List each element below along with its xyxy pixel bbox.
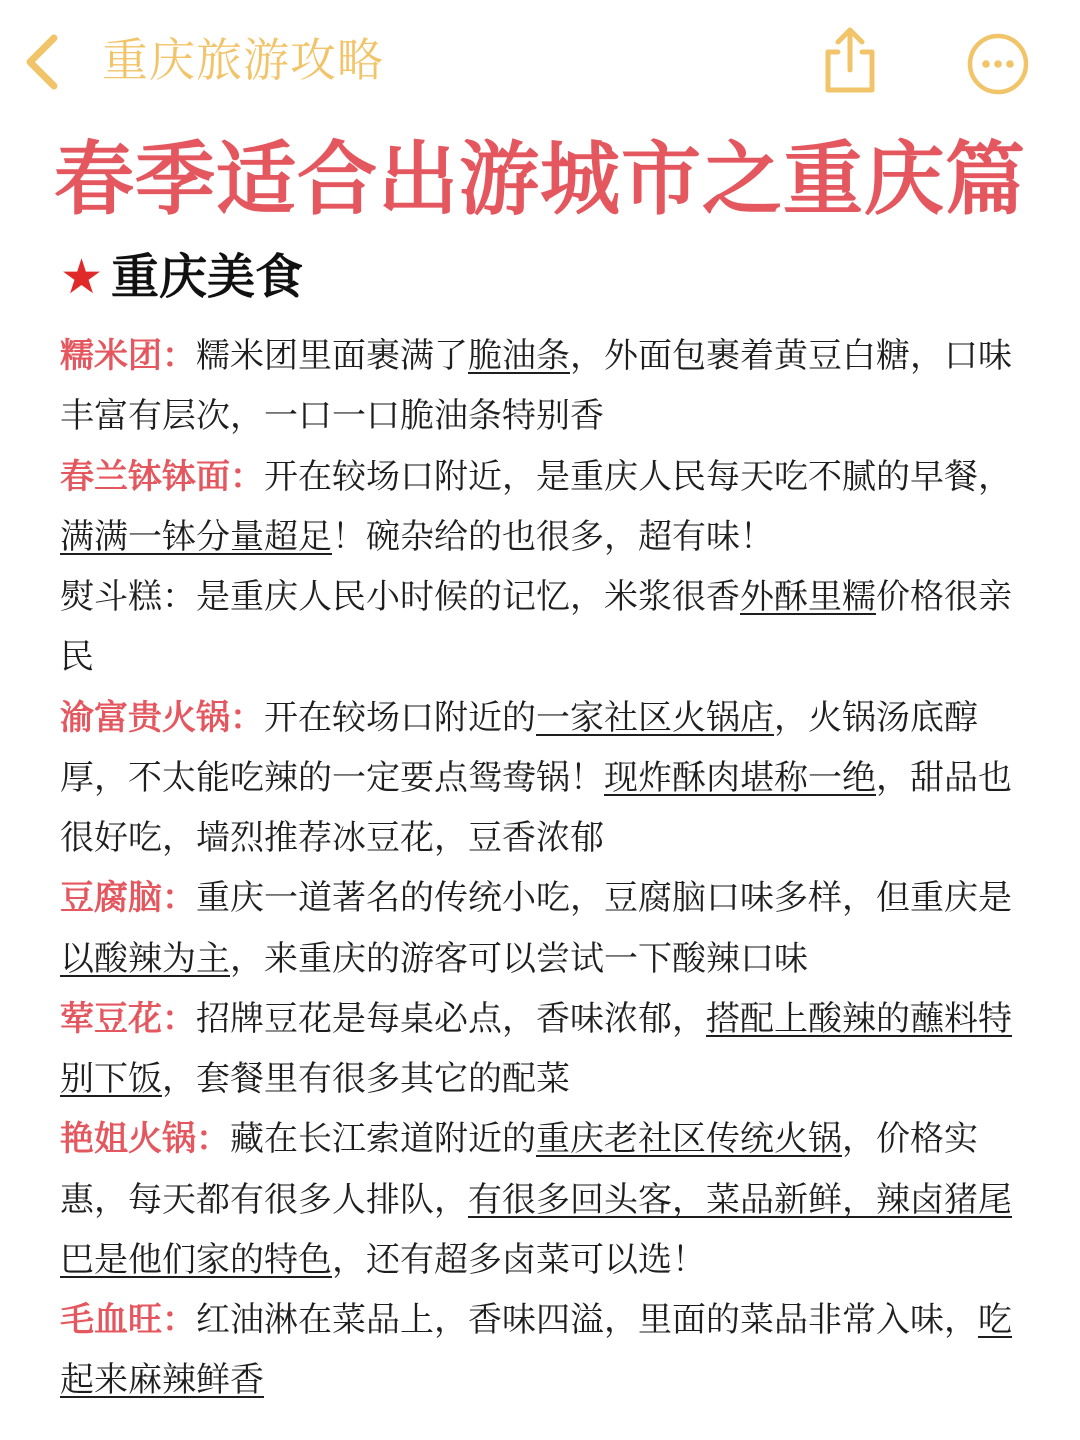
highlight-text: 有很多回头客，菜品新鲜，辣卤猪尾巴是他们家的特色 (60, 1179, 1012, 1280)
highlight-text: 搭配上酸辣的蘸料特别下饭 (60, 998, 1012, 1099)
food-entry-nuomituan (60, 326, 1020, 447)
food-entry-yufugui-hotpot (60, 688, 1020, 869)
entry-text: ，火锅汤底醇厚，不太能吃辣的一定要点鸳鸯锅！ (60, 697, 978, 798)
entry-text: 糯米团里面裹满了 (196, 336, 468, 376)
entry-text: ！碗杂给的也很多，超有味！ (332, 516, 774, 557)
entry-text: 价格很亲民 (60, 577, 1012, 678)
more-button[interactable] (966, 32, 1030, 96)
food-name: 荤豆花： (60, 998, 196, 1039)
highlight-text: 外酥里糯 (740, 577, 876, 617)
food-name: 艳姐火锅： (60, 1119, 230, 1160)
entry-text: 红油淋在菜品上，香味四溢，里面的菜品非常入味， (196, 1300, 978, 1340)
section-title: 重庆美食 (111, 249, 304, 305)
food-entry-chunlan-noodles (60, 447, 1020, 568)
more-icon (966, 32, 1030, 96)
food-entry-maoxuewang (60, 1290, 1020, 1411)
entry-text: 重庆一道著名的传统小吃，豆腐脑口味多样，但重庆是 (196, 878, 1012, 919)
entry-text: 招牌豆花是每桌必点，香味浓郁， (196, 998, 706, 1039)
highlight-text: 以酸辣为主 (60, 938, 230, 979)
highlight-text: 吃起来麻辣鲜香 (60, 1300, 1012, 1401)
star-icon: ★ (60, 249, 104, 305)
article-headline: 春季适合出游城市之重庆篇 (54, 133, 1026, 226)
food-name: 毛血旺： (60, 1300, 196, 1340)
entry-text: ，套餐里有很多其它的配菜 (162, 1059, 570, 1099)
food-name: 春兰钵钵面： (60, 456, 264, 497)
highlight-text: 重庆老社区传统火锅 (536, 1119, 842, 1160)
entry-text: 藏在长江索道附近的 (230, 1119, 536, 1160)
section-heading (60, 244, 303, 310)
food-entry-hundouhua (60, 989, 1020, 1110)
food-name: 渝富贵火锅： (60, 697, 264, 738)
share-button[interactable] (818, 24, 882, 96)
entry-text: ，外面包裹着黄豆白糖，口味丰富有层次，一口一口脆油条特别香 (60, 336, 1012, 437)
back-button[interactable] (18, 30, 68, 94)
chevron-left-icon (18, 30, 68, 94)
entry-text: ，价格实惠，每天都有很多人排队， (60, 1119, 978, 1220)
share-icon (818, 24, 882, 96)
entry-text: ，还有超多卤菜可以选！ (332, 1239, 706, 1280)
food-name: 豆腐脑： (60, 878, 196, 919)
food-name: 熨斗糕： (60, 577, 196, 617)
food-entry-yanjie-hotpot (60, 1109, 1020, 1290)
entry-text: ，甜品也很好吃，墙烈推荐冰豆花，豆香浓郁 (60, 757, 1012, 858)
entry-text: 是重庆人民小时候的记忆，米浆很香 (196, 577, 740, 617)
highlight-text: 一家社区火锅店 (536, 697, 774, 738)
entry-text: ，来重庆的游客可以尝试一下酸辣口味 (230, 938, 808, 979)
highlight-text: 满满一钵分量超足 (60, 516, 332, 557)
top-navigation-bar (0, 0, 1080, 120)
highlight-text: 现炸酥肉堪称一绝 (604, 757, 876, 798)
entry-text: 开在较场口附近，是重庆人民每天吃不腻的早餐， (264, 456, 1012, 497)
nav-title: 重庆旅游攻略 (102, 33, 384, 87)
highlight-text: 脆油条 (468, 336, 570, 376)
entry-text: 开在较场口附近的 (264, 697, 536, 738)
article-body (60, 326, 1020, 1411)
food-entry-yundougao (60, 567, 1020, 688)
food-name: 糯米团： (60, 336, 196, 376)
food-entry-doufunao (60, 868, 1020, 989)
